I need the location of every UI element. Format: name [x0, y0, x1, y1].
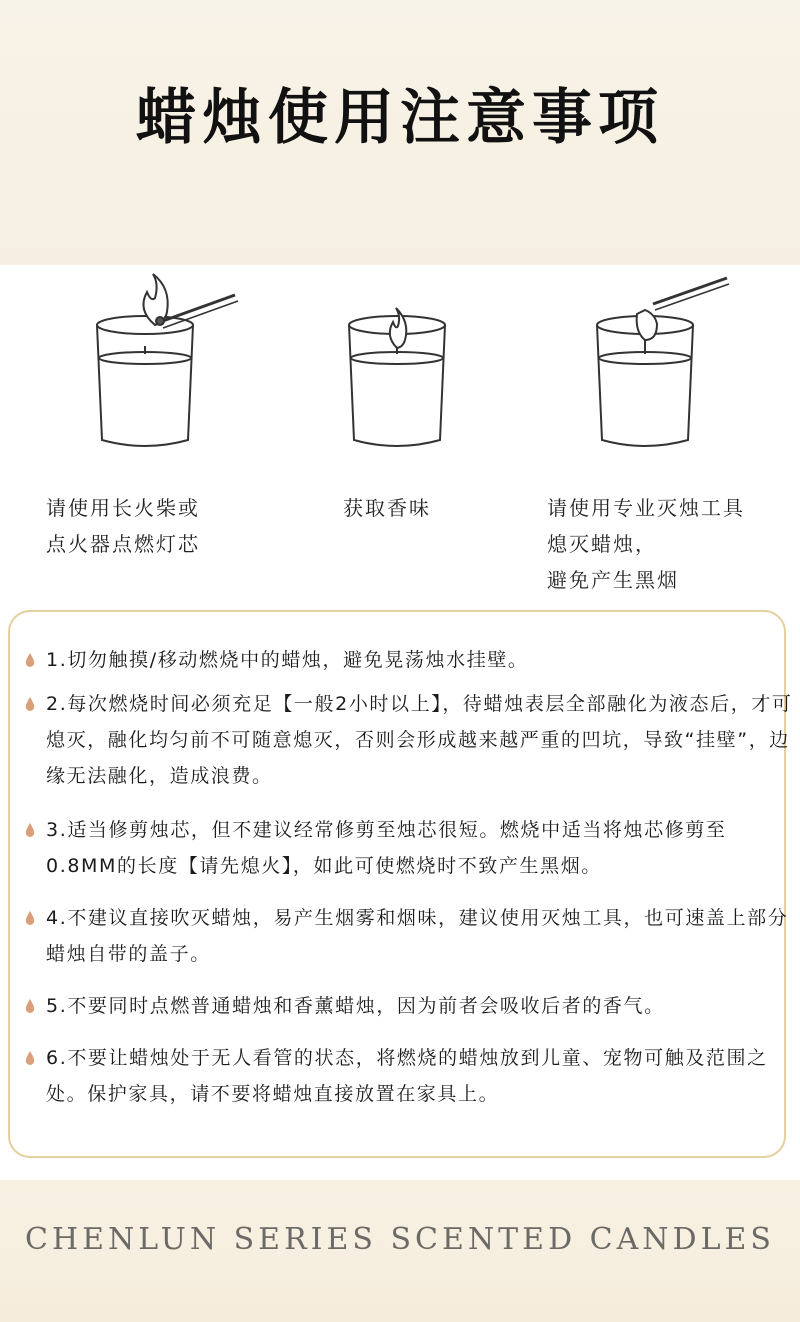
- notice-text: 5.不要同时点燃普通蜡烛和香薰蜡烛，因为前者会吸收后者的香气。: [46, 995, 665, 1017]
- notice-text: 3.适当修剪烛芯，但不建议经常修剪至烛芯很短。燃烧中适当将烛芯修剪至0.8MM的长度【请先熄火】，如此可使燃烧时不致产生黑烟。: [46, 819, 727, 877]
- notice-text: 2.每次燃烧时间必须充足【一般2小时以上】，待蜡烛表层全部融化为液态后，才可熄灭，融化均匀前不可随意熄灭，否则会形成越来越严重的凹坑，导致“挂壁”，边缘无法融化，造成浪费。: [46, 693, 793, 787]
- notice-panel: [8, 610, 793, 1158]
- flame-icon: [24, 652, 36, 668]
- notice-item: [46, 686, 794, 794]
- notice-item: [46, 900, 794, 972]
- notice-text: 6.不要让蜡烛处于无人看管的状态，将燃烧的蜡烛放到儿童、宠物可触及范围之处。保护家具，请不要将蜡烛直接放置在家具上。: [46, 1047, 768, 1105]
- notice-text: 4.不建议直接吹灭蜡烛，易产生烟雾和烟味，建议使用灭烛工具，也可速盖上部分蜡烛自带的盖子。: [46, 907, 789, 965]
- step-caption-scent: 获取香味: [343, 496, 431, 520]
- candle-lighting-icon: [45, 270, 245, 470]
- flame-icon: [24, 1050, 36, 1066]
- notice-item: [46, 812, 794, 884]
- flame-icon: [24, 822, 36, 838]
- notice-item: [46, 988, 794, 1024]
- step-caption-lighting: 请使用长火柴或 点火器点燃灯芯: [46, 496, 200, 556]
- candle-burning-icon: [297, 270, 497, 470]
- flame-icon: [24, 910, 36, 926]
- notice-item: [46, 642, 794, 678]
- notice-text: 1.切勿触摸/移动燃烧中的蜡烛，避免晃荡烛水挂壁。: [46, 649, 529, 671]
- brand-tagline: CHENLUN SERIES SCENTED CANDLES: [25, 1222, 775, 1257]
- flame-icon: [24, 696, 36, 712]
- page-title: 蜡烛使用注意事项: [136, 83, 664, 153]
- header-banner: [0, 0, 800, 265]
- notice-item: [46, 1040, 794, 1112]
- flame-icon: [24, 998, 36, 1014]
- step-caption-snuffing: 请使用专业灭烛工具 熄灭蜡烛， 避免产生黑烟: [547, 496, 745, 592]
- candle-snuffing-icon: [545, 270, 745, 470]
